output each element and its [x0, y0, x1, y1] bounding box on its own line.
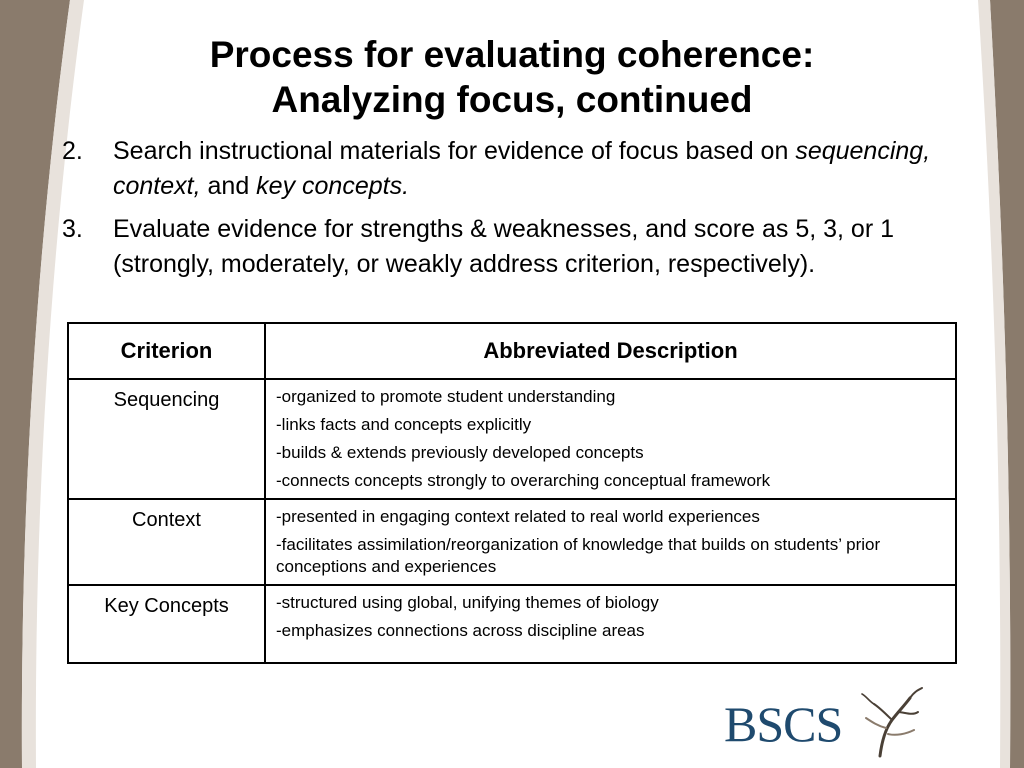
description-cell: [265, 585, 956, 663]
criterion-cell: Context: [68, 499, 265, 585]
step-number: 2.: [62, 137, 83, 165]
step-text: [113, 134, 962, 204]
table-header-row: [68, 323, 956, 379]
criterion-cell: Sequencing: [68, 379, 265, 499]
step-text-part: Search instructional materials for evidence of focus based on: [113, 137, 796, 165]
description-line: -organized to promote student understanding: [276, 387, 616, 406]
criterion-cell: Key Concepts: [68, 585, 265, 663]
step-text-part: and: [200, 172, 257, 200]
steps-list: [62, 134, 962, 290]
step-2: [62, 134, 962, 204]
description-line: -emphasizes connections across discipline areas: [276, 621, 645, 640]
description-line: -facilitates assimilation/reorganization of knowledge that builds on students’ prior conceptions and experiences: [276, 535, 881, 576]
bscs-logo: [724, 682, 934, 760]
step-number: 3.: [62, 215, 83, 243]
description-cell: [265, 499, 956, 585]
description-line: -links facts and concepts explicitly: [276, 415, 532, 434]
description-line: -presented in engaging context related to real world experiences: [276, 507, 760, 526]
tree-branch-icon: [852, 682, 932, 760]
step-3: [62, 212, 962, 282]
logo-text: BSCS: [724, 696, 843, 752]
step-italic-sequencing-context: sequencing, context,: [113, 137, 931, 200]
criteria-table: [67, 322, 957, 664]
step-italic-key-concepts: key concepts.: [256, 172, 410, 200]
description-line: -structured using global, unifying themes of biology: [276, 593, 659, 612]
description-line: -builds & extends previously developed concepts: [276, 443, 644, 462]
title-line-2: Analyzing focus, continued: [271, 79, 753, 120]
description-cell: [265, 379, 956, 499]
table-row-key-concepts: [68, 585, 956, 663]
step-text: Evaluate evidence for strengths & weaknesses, and score as 5, 3, or 1 (strongly, moderately, or weakly address criterion, respectively).: [113, 215, 894, 278]
title-line-1: Process for evaluating coherence:: [209, 34, 815, 75]
table-row-sequencing: [68, 379, 956, 499]
description-line: -connects concepts strongly to overarching conceptual framework: [276, 471, 771, 490]
header-criterion: Criterion: [68, 323, 265, 379]
header-abbreviated-description: Abbreviated Description: [265, 323, 956, 379]
table-row-context: [68, 499, 956, 585]
slide-title: [0, 32, 1024, 122]
